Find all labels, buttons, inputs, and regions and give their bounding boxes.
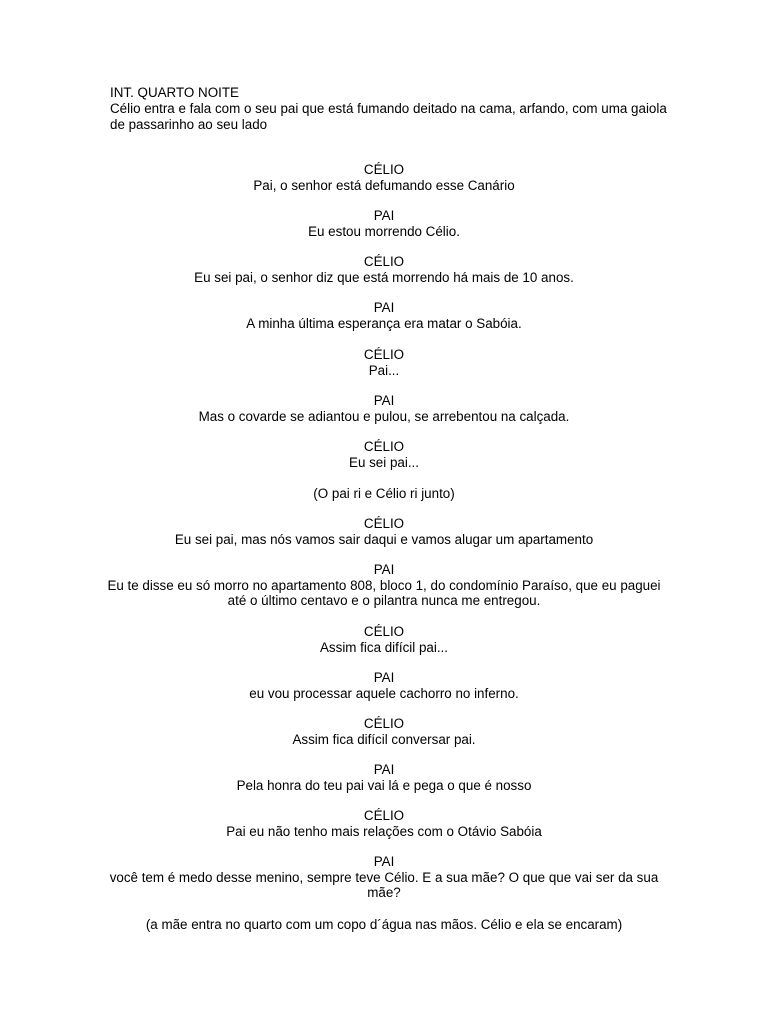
dialogue-block [100, 562, 668, 609]
dialogue-block [100, 716, 668, 747]
dialogue-block [100, 516, 668, 547]
character-name: PAI [373, 300, 395, 315]
stage-direction [100, 486, 668, 502]
dialogue-line: Pai, o senhor está defumando esse Canário [253, 177, 515, 193]
dialogue-block [100, 624, 668, 655]
stage-direction [100, 917, 668, 933]
dialogue-block [100, 808, 668, 839]
dialogue-line: Eu sei pai... [349, 454, 419, 470]
dialogue-line: Pai... [368, 362, 400, 378]
character-name: PAI [373, 854, 395, 869]
character-name: CÉLIO [363, 254, 405, 269]
dialogue-block [100, 347, 668, 378]
dialogue-line: Assim fica difícil pai... [320, 639, 448, 655]
character-name: CÉLIO [363, 624, 405, 639]
character-name: PAI [373, 208, 395, 223]
character-name: PAI [373, 562, 395, 577]
character-name: PAI [373, 393, 395, 408]
character-name: PAI [373, 670, 395, 685]
dialogue-block [100, 854, 668, 901]
stage-direction-text: (a mãe entra no quarto com um copo d´água nas mãos. Célio e ela se encaram) [145, 917, 623, 932]
dialogue-block [100, 393, 668, 424]
dialogue-block [100, 762, 668, 793]
dialogue-block [100, 162, 668, 193]
dialogue-block [100, 439, 668, 470]
character-name: CÉLIO [363, 808, 405, 823]
dialogue-block [100, 208, 668, 239]
dialogue-line: Eu sei pai, o senhor diz que está morrendo há mais de 10 anos. [194, 269, 574, 285]
character-name: CÉLIO [363, 439, 405, 454]
dialogue-line: você tem é medo desse menino, sempre teve Célio. E a sua mãe? O que que vai ser da sua mãe? [109, 869, 659, 901]
dialogue-line: Eu estou morrendo Célio. [308, 223, 460, 239]
character-name: CÉLIO [363, 716, 405, 731]
dialogue-line: Assim fica difícil conversar pai. [292, 731, 476, 747]
dialogue-block [100, 254, 668, 285]
dialogue-line: Mas o covarde se adiantou e pulou, se arrebentou na calçada. [198, 408, 570, 424]
dialogue-line: Eu te disse eu só morro no apartamento 808, bloco 1, do condomínio Paraíso, que eu paguei até o último centavo e o pilantra nunca me entregou. [107, 577, 661, 609]
dialogue-line: A minha última esperança era matar o Sabóia. [246, 315, 522, 331]
character-name: CÉLIO [363, 347, 405, 362]
character-name: CÉLIO [363, 516, 405, 531]
character-name: CÉLIO [363, 162, 405, 177]
dialogue-block [100, 670, 668, 701]
stage-direction-text: (O pai ri e Célio ri junto) [313, 486, 455, 501]
dialogue-line: Pela honra do teu pai vai lá e pega o que é nosso [236, 777, 532, 793]
character-name: PAI [373, 762, 395, 777]
scene-action: Célio entra e fala com o seu pai que está fumando deitado na cama, arfando, com uma gaiola de passarinho ao seu lado [110, 101, 667, 132]
dialogue-line: Pai eu não tenho mais relações com o Otávio Sabóia [226, 823, 542, 839]
dialogue-line: Eu sei pai, mas nós vamos sair daqui e vamos alugar um apartamento [174, 531, 594, 547]
dialogue-block [100, 300, 668, 331]
scene-heading: INT. QUARTO NOITE [110, 85, 239, 100]
dialogue-line: eu vou processar aquele cachorro no inferno. [249, 685, 519, 701]
